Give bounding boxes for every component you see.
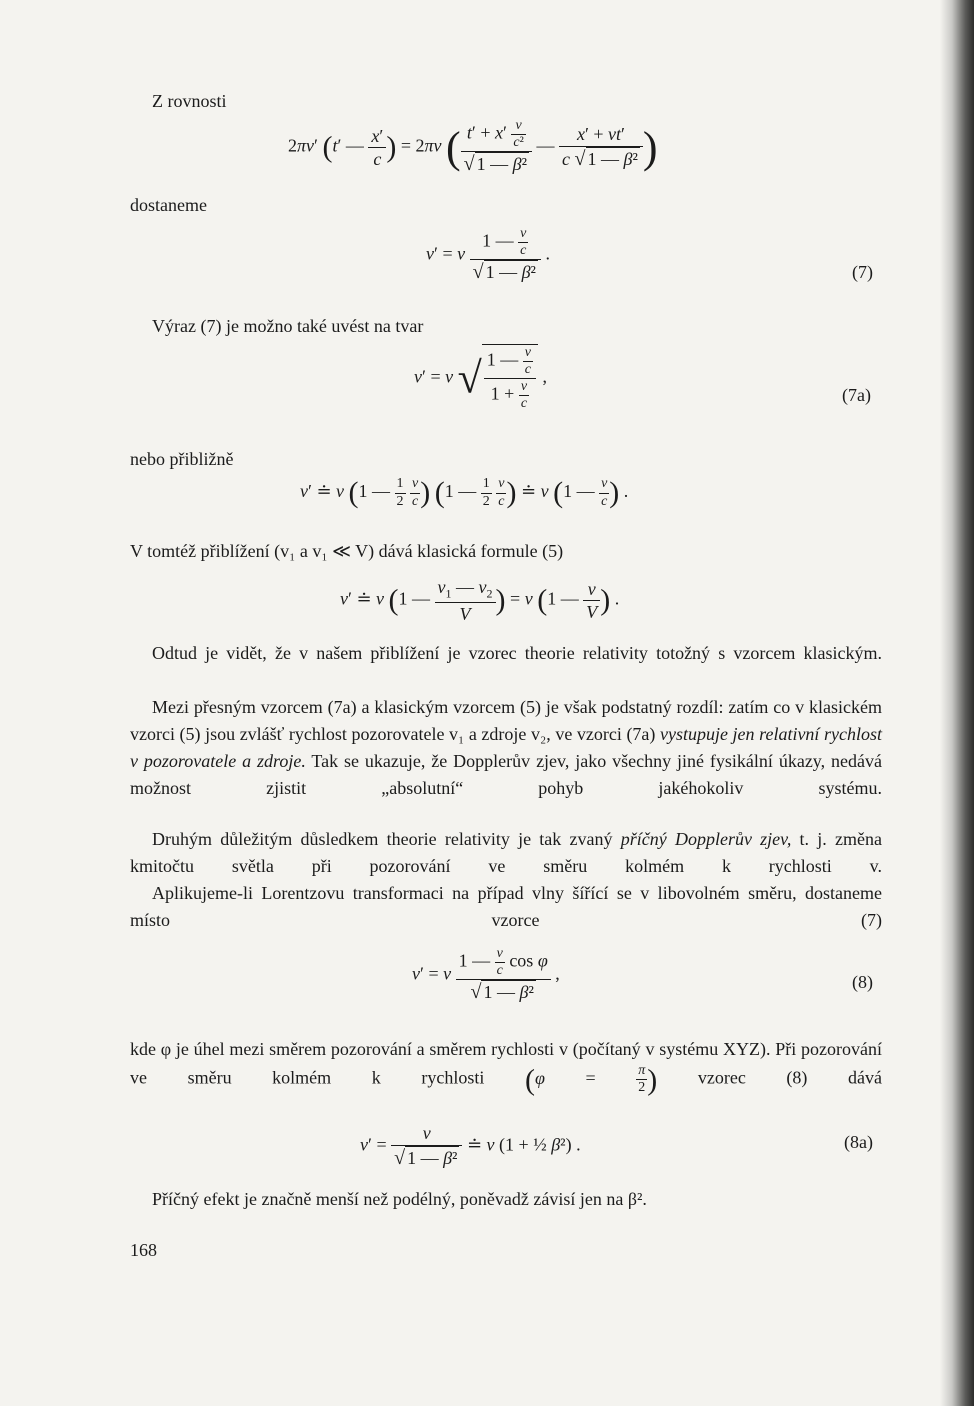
text-vyraz: Výraz (7) je možno také uvést na tvar	[152, 316, 424, 336]
equation-8a: ν′ = $\frac{\nu}{\text{√ 1 — β²}}$ ≐ ν (1 + ½ β²) .	[360, 1123, 581, 1169]
equation-7a: ν′ = ν √ 1 — $\frac{v}{c}$ 1 + $\frac{v}{c}$ ,	[414, 345, 547, 412]
text-dostaneme: dostaneme	[130, 195, 207, 215]
paragraph-mezi-part2: Tak se ukazuje, že Dopplerův zjev, jako všechny jiné fysikální úkazy, nedává možnost zjistit „absolutní“ pohyb jakéhokoliv systému.	[130, 751, 883, 798]
paragraph-mezi-part1: Mezi přesným vzorcem (7a) a klasickým vzorcem (5) je však podstatný rozdíl: zatím co v klasickém vzorci (5) jsou zvlášť rychlost pozorovatele v₁ a zdroje v₂, ve vzorci (7a)	[130, 697, 882, 744]
label-eq-8a: (8a)	[844, 1132, 873, 1152]
equation-phi-right-angle: (φ = $\frac{\pi}{2}$ )	[524, 1063, 658, 1097]
text-z-rovnosti: Z rovnosti	[152, 91, 227, 111]
paragraph-pricny: Příčný efekt je značně menší než podélný, poněvadž závisí jen na β².	[152, 1189, 647, 1209]
paragraph-druhym-part2: t. j. změna kmitočtu světla při pozorování ve směru kolmém k rychlosti v.	[130, 829, 882, 876]
equation-classical: ν′ ≐ ν (1 — $\frac{v_1 — v_2}{V}$ ) = ν (1 — $\frac{v}{V}$ ) .	[340, 577, 620, 624]
label-eq-7a: (7a)	[842, 385, 871, 405]
paragraph-mezi	[130, 694, 882, 802]
paragraph-aplikujeme: Aplikujeme-li Lorentzovu transformaci na případ vlny šířící se v libovolném směru, dostaneme místo vzorce (7)	[130, 883, 882, 930]
label-eq-7: (7)	[852, 262, 873, 282]
paragraph-druhym	[130, 826, 882, 880]
page-edge-shadow	[940, 0, 974, 1406]
label-eq-8: (8)	[852, 972, 873, 992]
equation-8: ν′ = ν 1 — $\frac{v}{c}$ cos φ √ 1 — β² ,	[412, 946, 560, 1004]
text-v-tomtez: V tomtéž přiblížení (v₁ a v₁ ≪ V) dává klasická formule (5)	[130, 541, 564, 561]
text-nebo-priblizne: nebo přibližně	[130, 449, 234, 469]
paragraph-kde-part2: vzorec (8) dává	[657, 1067, 882, 1088]
equation-7: ν′ = ν 1 — $\frac{v}{c}$ √ 1 — β² .	[426, 226, 550, 284]
equation-lorentz-phase: 2πν′ (t′ — $\frac{x'}{c}$ ) = 2πν ( t′ + x′ $\frac{v}{\text{c²}}$ √ 1 — β² — $\frac{x' + vt'}{\text{c √ 1 — β²}}$ )	[288, 118, 658, 176]
paragraph-kde	[130, 1036, 882, 1096]
paragraph-kde-part1: kde φ je úhel mezi směrem pozorování a směrem rychlosti v (počítaný v systému XYZ). Při pozorování ve směru kolmém k rychlosti	[130, 1039, 882, 1088]
paragraph-mezi-italic: vystupuje jen relativní rychlost v pozorovatele a zdroje.	[130, 724, 882, 771]
paragraph-druhym-part1: Druhým důležitým důsledkem theorie relativity je tak zvaný	[152, 829, 621, 849]
paragraph-druhym-italic: příčný Dopplerův zjev,	[620, 829, 792, 849]
page-number: 168	[130, 1240, 157, 1260]
equation-approximation: ν′ ≐ ν (1 — $\frac{1}{2}$ $\frac{v}{c}$ ) (1 — $\frac{1}{2}$ $\frac{v}{c}$ ) ≐ ν (1 — $\frac{v}{c}$ ) .	[300, 476, 629, 509]
paragraph-odtud: Odtud je vidět, že v našem přiblížení je vzorec theorie relativity totožný s vzorcem klasickým.	[152, 643, 882, 663]
